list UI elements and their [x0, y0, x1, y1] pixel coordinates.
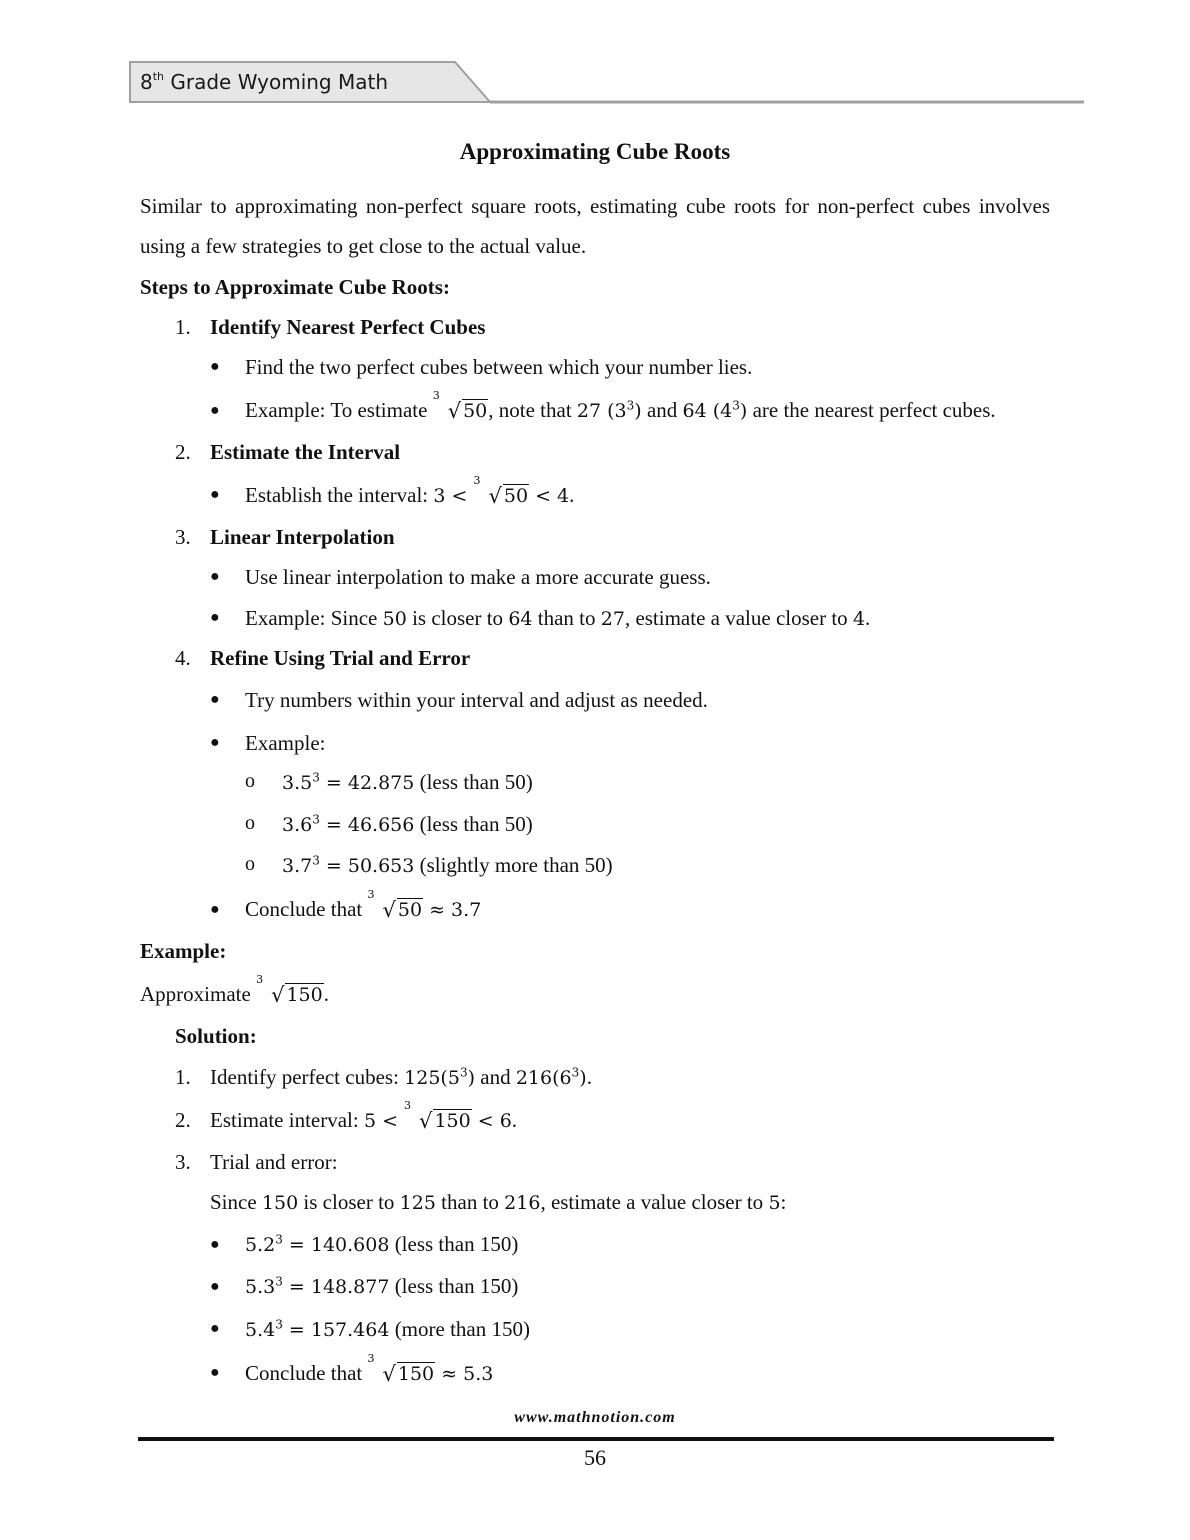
list-item: Example: Since 50 is closer to 64 than to 27, estimate a value closer to 4.	[245, 606, 871, 630]
step-number: 2.	[175, 440, 191, 464]
list-item: Example:	[245, 731, 326, 755]
step-heading: Identify Nearest Perfect Cubes	[210, 315, 486, 339]
list-item: Conclude that 3 √ 150 ≈ 5.3	[245, 1352, 494, 1386]
list-item: Example: To estimate 3 √ 50, note that 27 $(3^3)$ and 64 $(4^3)$ are the nearest perfect cubes.	[245, 389, 996, 423]
footer-divider	[138, 1437, 1054, 1441]
list-item: $3.7^3 = 50.653$ (slightly more than 50)	[282, 853, 613, 877]
step-number: 2.	[175, 1108, 191, 1132]
solution-text: Since 150 is closer to 125 than to 216, estimate a value closer to 5:	[210, 1190, 787, 1214]
step-number: 4.	[175, 646, 191, 670]
footer-url[interactable]: www.mathnotion.com	[514, 1409, 676, 1426]
bullet-icon: ●	[210, 1320, 220, 1337]
bullet-icon: ●	[210, 1364, 220, 1381]
list-item: Conclude that 3 √ 50 ≈ 3.7	[245, 888, 482, 922]
solution-heading: Solution:	[175, 1024, 257, 1048]
solution-step: Estimate interval: 5 < 3 √ 150 < 6.	[210, 1099, 518, 1133]
step-number: 3.	[175, 1150, 191, 1174]
bullet-icon: ●	[210, 402, 220, 419]
bullet-icon: ●	[210, 486, 220, 503]
bullet-icon: ●	[210, 568, 220, 585]
example-prompt: Approximate 3 √ 150.	[140, 973, 329, 1007]
step-heading: Refine Using Trial and Error	[210, 646, 471, 670]
example-heading: Example:	[140, 939, 227, 963]
header-title: 8th Grade Wyoming Math	[140, 70, 389, 94]
header-tab	[0, 0, 1190, 120]
step-number: 3.	[175, 525, 191, 549]
solution-step: Identify perfect cubes: $125(5^3)$ and $216(6^3)$.	[210, 1065, 592, 1089]
list-item: $5.4^3 = 157.464$ (more than 150)	[245, 1317, 530, 1341]
page-title: Approximating Cube Roots	[459, 139, 731, 164]
list-item: $5.2^3 = 140.608$ (less than 150)	[245, 1232, 519, 1256]
bullet-icon: ●	[210, 609, 220, 626]
step-number: 1.	[175, 315, 191, 339]
solution-step: Trial and error:	[210, 1150, 338, 1174]
list-item: Try numbers within your interval and adjust as needed.	[245, 688, 708, 712]
step-number: 1.	[175, 1065, 191, 1089]
bullet-icon: ●	[210, 734, 220, 751]
bullet-icon: ●	[210, 1278, 220, 1295]
list-item: $3.6^3 = 46.656$ (less than 50)	[282, 812, 533, 836]
bullet-icon: ●	[210, 1236, 220, 1253]
bullet-icon: ●	[210, 358, 220, 375]
list-item: $3.5^3 = 42.875$ (less than 50)	[282, 770, 533, 794]
intro-paragraph: Similar to approximating non-perfect square roots, estimating cube roots for non-perfect cubes involves using a few strategies to get close to the actual value.	[140, 194, 1050, 258]
bullet-icon: ●	[210, 901, 220, 918]
circle-bullet-icon: o	[245, 812, 255, 834]
list-item: $5.3^3 = 148.877$ (less than 150)	[245, 1274, 519, 1298]
step-heading: Estimate the Interval	[210, 440, 401, 464]
step-heading: Linear Interpolation	[210, 525, 395, 549]
list-item: Use linear interpolation to make a more accurate guess.	[245, 565, 711, 589]
bullet-icon: ●	[210, 691, 220, 708]
circle-bullet-icon: o	[245, 770, 255, 792]
steps-heading: Steps to Approximate Cube Roots:	[140, 275, 450, 299]
list-item: Establish the interval: 3 < 3 √ 50 < 4.	[245, 474, 575, 508]
list-item: Find the two perfect cubes between which your number lies.	[245, 355, 753, 379]
circle-bullet-icon: o	[245, 853, 255, 875]
page-number: 56	[584, 1445, 606, 1470]
